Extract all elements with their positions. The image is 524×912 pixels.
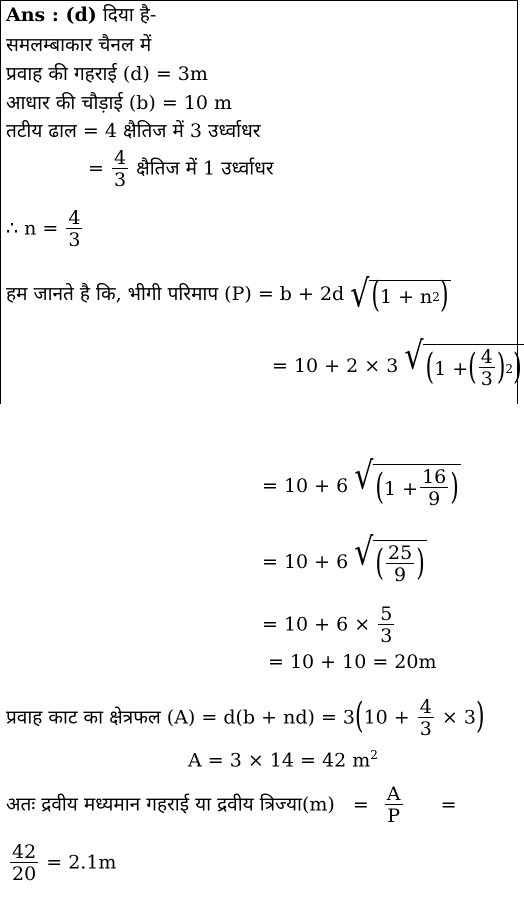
sqrt-expression: √ ( 1 + $\frac{16}{9}$ ) [354, 454, 459, 510]
line-area-result [188, 744, 378, 771]
given-label: दिया है- [102, 4, 157, 26]
area-value: A = 3 × 14 = 42 m [188, 749, 371, 772]
numerator: 5 [380, 603, 393, 625]
denominator: 3 [480, 368, 493, 390]
denominator: 9 [394, 564, 407, 586]
denominator: 3 [380, 625, 393, 647]
denominator: 9 [428, 488, 441, 510]
line-depth: प्रवाह की गहराई (d) = 3m [6, 63, 208, 85]
fraction-42-20 [10, 842, 38, 885]
expr-prefix: = 10 + 6 [262, 551, 349, 573]
eq-sign: = [440, 793, 457, 816]
fraction-4-3 [479, 347, 495, 390]
inner-suffix: × 3 [441, 706, 476, 729]
fraction-25-9 [386, 543, 414, 586]
area-label: प्रवाह काट का क्षेत्रफल [6, 706, 161, 729]
radicand: 1 + [384, 477, 419, 500]
perimeter-label: हम जानते है कि, भीगी परिमाप (P) = b + 2d [6, 283, 345, 305]
numerator: 42 [12, 841, 37, 863]
radicand: 1 + [434, 357, 469, 380]
fraction-4-3 [418, 697, 434, 740]
numerator: 4 [419, 696, 432, 718]
radius-symbol: (m) [301, 793, 335, 816]
expr-prefix: = 10 + 6 [262, 475, 349, 497]
expr-prefix: = 10 + 2 × 3 [272, 355, 399, 377]
line-perimeter-step4 [262, 530, 427, 586]
denominator: 3 [113, 169, 127, 191]
area-expression: = d(b + nd) = 3 [201, 706, 355, 729]
answer-prefix: Ans : (d) [6, 4, 97, 26]
exponent: 2 [370, 748, 378, 762]
sqrt-expression: √ ( $\frac{25}{9}$ ) [354, 530, 425, 586]
fraction-16-9 [420, 467, 448, 510]
line-area-formula: प्रवाह काट का क्षेत्रफल (A) = d(b + nd) = 3(10 + $\frac{4}{3}$ × 3) [6, 696, 485, 740]
expr-prefix: = 10 + 6 × [262, 613, 371, 636]
line-perimeter-step3 [262, 454, 461, 510]
denominator: 3 [419, 718, 432, 740]
numerator: 16 [422, 466, 447, 488]
denominator: 3 [68, 229, 81, 251]
line-slope-ratio [88, 148, 274, 191]
line-perimeter-sub [272, 334, 524, 390]
numerator: 4 [113, 147, 127, 169]
fraction-n [66, 208, 82, 251]
radius-label: अतः द्रवीय मध्यमान गहराई या द्रवीय त्रिज्या [6, 793, 302, 816]
sqrt-expression: √ ( 1 + ( $\frac{4}{3}$ ) 2 ) [404, 334, 522, 390]
line-perimeter-result: = 10 + 10 = 20m [268, 651, 437, 673]
numerator: A [386, 783, 401, 805]
inner-prefix: 10 + [363, 706, 410, 729]
answer-heading [6, 4, 156, 26]
eq-sign: = [352, 793, 369, 816]
slope-text: क्षैतिज में 1 उर्ध्वाधर [136, 157, 274, 180]
line-base-width: आधार की चौड़ाई (b) = 10 m [6, 92, 233, 114]
radicand: 1 + n [379, 285, 433, 308]
exponent: 2 [432, 289, 440, 304]
numerator: 4 [68, 207, 81, 229]
area-symbol: (A) [166, 706, 196, 729]
final-value: = 2.1m [46, 851, 117, 874]
line-side-slope: तटीय ढाल = 4 क्षैतिज में 3 उर्ध्वाधर [6, 120, 261, 142]
eq-sign: = [88, 157, 104, 180]
line-channel: समलम्बाकार चैनल में [6, 34, 152, 56]
exponent: 2 [505, 361, 514, 376]
numerator: 25 [388, 542, 413, 564]
numerator: 4 [480, 346, 493, 368]
fraction-5-3 [378, 604, 394, 647]
fraction-4-3 [112, 148, 128, 191]
n-label: ∴ n = [6, 217, 59, 240]
line-final-result [8, 842, 116, 885]
sqrt-1-n2: √ ( 1 + n 2 ) [350, 272, 449, 317]
denominator: 20 [12, 863, 37, 885]
denominator: P [387, 805, 401, 827]
fraction-a-p [385, 784, 403, 827]
line-radius-formula [6, 784, 457, 827]
line-n-value [6, 208, 84, 251]
line-perimeter-step5 [262, 604, 396, 647]
line-perimeter-formula [6, 272, 451, 317]
